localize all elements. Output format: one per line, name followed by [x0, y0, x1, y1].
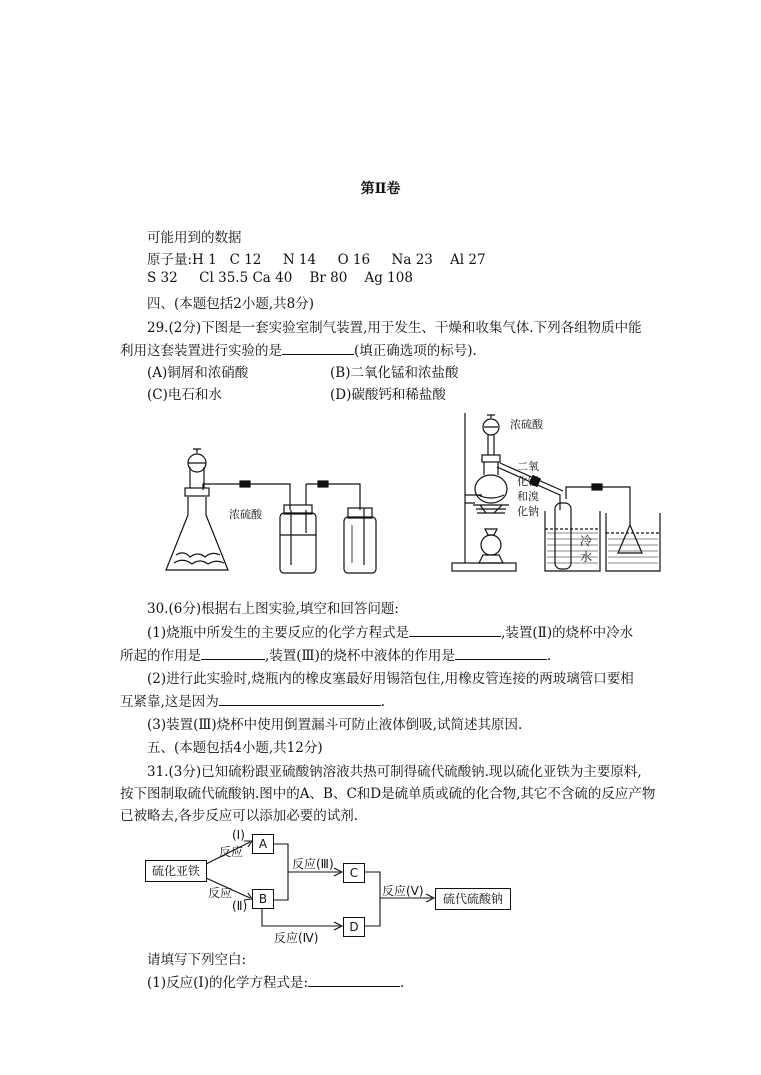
flow-box-a: A [252, 834, 274, 854]
flow-box-c: C [343, 863, 365, 883]
right-label-side-1: 二氧 [517, 460, 539, 473]
flow-box-b: B [252, 889, 274, 909]
right-label-conc-sulfuric: 浓硫酸 [510, 418, 543, 431]
flow-box-d: D [343, 917, 365, 937]
q30-p1-d: ,装置(Ⅲ)的烧杯中液体的作用是 [265, 648, 455, 664]
q29-answer-blank[interactable] [282, 341, 354, 355]
q30-p2-b: 互紧靠,这是因为 [120, 694, 219, 710]
apparatus-figure [0, 405, 761, 585]
flow-r4: 反应(Ⅳ) [274, 931, 319, 945]
q31-line-1: 31.(3分)已知硫粉跟亚硫酸钠溶液共热可制得硫代硫酸钠.现以硫化亚铁为主要原料, [147, 764, 642, 780]
q29-line-2-before: 利用这套装置进行实验的是 [120, 343, 282, 359]
q30-p1-line-1 [147, 621, 633, 641]
left-flask-stopper [185, 488, 209, 496]
right-label-cold-2: 水 [580, 550, 593, 564]
right-burner [481, 535, 501, 555]
left-label-conc-sulfuric: 浓硫酸 [229, 508, 262, 521]
part4-heading: 四、(本题包括2小题,共8分) [147, 296, 315, 312]
q29-line-1: 29.(2分)下图是一套实验室制气装置,用于发生、干燥和收集气体.下列各组物质中能 [147, 320, 642, 336]
left-drying-bottle [280, 513, 316, 573]
q30-p2-line-1: (2)进行此实验时,烧瓶内的橡皮塞最好用锡箔包住,用橡皮管连接的两玻璃管口要相 [147, 671, 634, 687]
data-header: 可能用到的数据 [147, 230, 242, 246]
right-label-side-3: 和溴 [517, 490, 539, 503]
q30-p1-b: ,装置(Ⅱ)的烧杯中冷水 [501, 625, 634, 641]
left-conical-flask [166, 497, 228, 570]
section-title: 第Ⅱ卷 [360, 181, 401, 197]
flow-r1-bottom: 反应 [219, 845, 244, 859]
flow-r2-top: 反应 [208, 886, 233, 900]
q29-line-2-after: (填正确选项的标号). [354, 343, 477, 359]
right-test-tube [555, 503, 571, 569]
atomic-masses-line-2: S 32 Cl 35.5 Ca 40 Br 80 Ag 108 [147, 270, 413, 286]
right-label-side-4: 化钠 [517, 505, 539, 518]
q31-line-2: 按下图制取硫代硫酸钠.图中的A、B、C和D是硫单质或硫的化合物,其它不含硫的反应产物 [120, 786, 656, 802]
flow-start-box: 硫化亚铁 [145, 860, 207, 882]
q31-fill-prompt: 请填写下列空白: [147, 952, 247, 968]
left-collection-bottle [344, 517, 376, 573]
flow-r5: 反应(Ⅴ) [382, 884, 424, 898]
q30-intro: 30.(6分)根据右上图实验,填空和回答问题: [147, 601, 399, 617]
q30-p1-e: . [546, 648, 552, 664]
part5-heading: 五、(本题包括4小题,共12分) [147, 740, 323, 756]
right-label-side-2: 化锰 [517, 475, 539, 488]
q30-reason-blank[interactable] [219, 692, 381, 706]
q29-option-a: (A)铜屑和浓硝酸 [147, 365, 249, 381]
q30-p3: (3)装置(Ⅲ)烧杯中使用倒置漏斗可防止液体倒吸,试简述其原因. [147, 717, 523, 733]
right-round-flask [475, 475, 507, 503]
flow-r1-top: (Ⅰ) [232, 828, 245, 842]
q30-cold-water-blank[interactable] [201, 646, 265, 660]
q31-sub1 [147, 971, 404, 991]
atomic-masses-line-1: 原子量:H 1 C 12 N 14 O 16 Na 23 Al 27 [147, 252, 486, 268]
flow-r3: 反应(Ⅲ) [292, 857, 334, 871]
q30-p1-a: (1)烧瓶中所发生的主要反应的化学方程式是 [147, 625, 410, 641]
q30-liquid-blank[interactable] [455, 646, 547, 660]
q29-option-d: (D)碳酸钙和稀盐酸 [330, 387, 446, 403]
q30-p2-line-2 [120, 690, 385, 710]
q30-equation-blank[interactable] [409, 623, 501, 637]
q31-line-3: 已被略去,各步反应可以添加必要的试剂. [120, 808, 359, 824]
q29-option-b: (B)二氧化锰和浓盐酸 [330, 365, 459, 381]
flow-diagram-lines [0, 826, 761, 946]
q31-sub1-a: (1)反应(Ⅰ)的化学方程式是: [147, 975, 309, 991]
q30-p2-c: . [380, 694, 386, 710]
right-absorber-beaker [606, 513, 660, 571]
right-label-cold-1: 冷 [580, 534, 593, 548]
q30-p1-line-2 [120, 644, 551, 664]
flow-end-box: 硫代硫酸钠 [435, 888, 511, 910]
right-stand-base [452, 563, 516, 571]
q30-p1-c: 所起的作用是 [120, 648, 201, 664]
q31-sub1-b: . [400, 975, 405, 991]
right-inverted-funnel [618, 509, 642, 553]
q31-equation-blank[interactable] [308, 973, 400, 987]
q29-line-2 [120, 339, 477, 359]
flow-r2-bottom: (Ⅱ) [232, 899, 248, 913]
q29-option-c: (C)电石和水 [147, 387, 222, 403]
